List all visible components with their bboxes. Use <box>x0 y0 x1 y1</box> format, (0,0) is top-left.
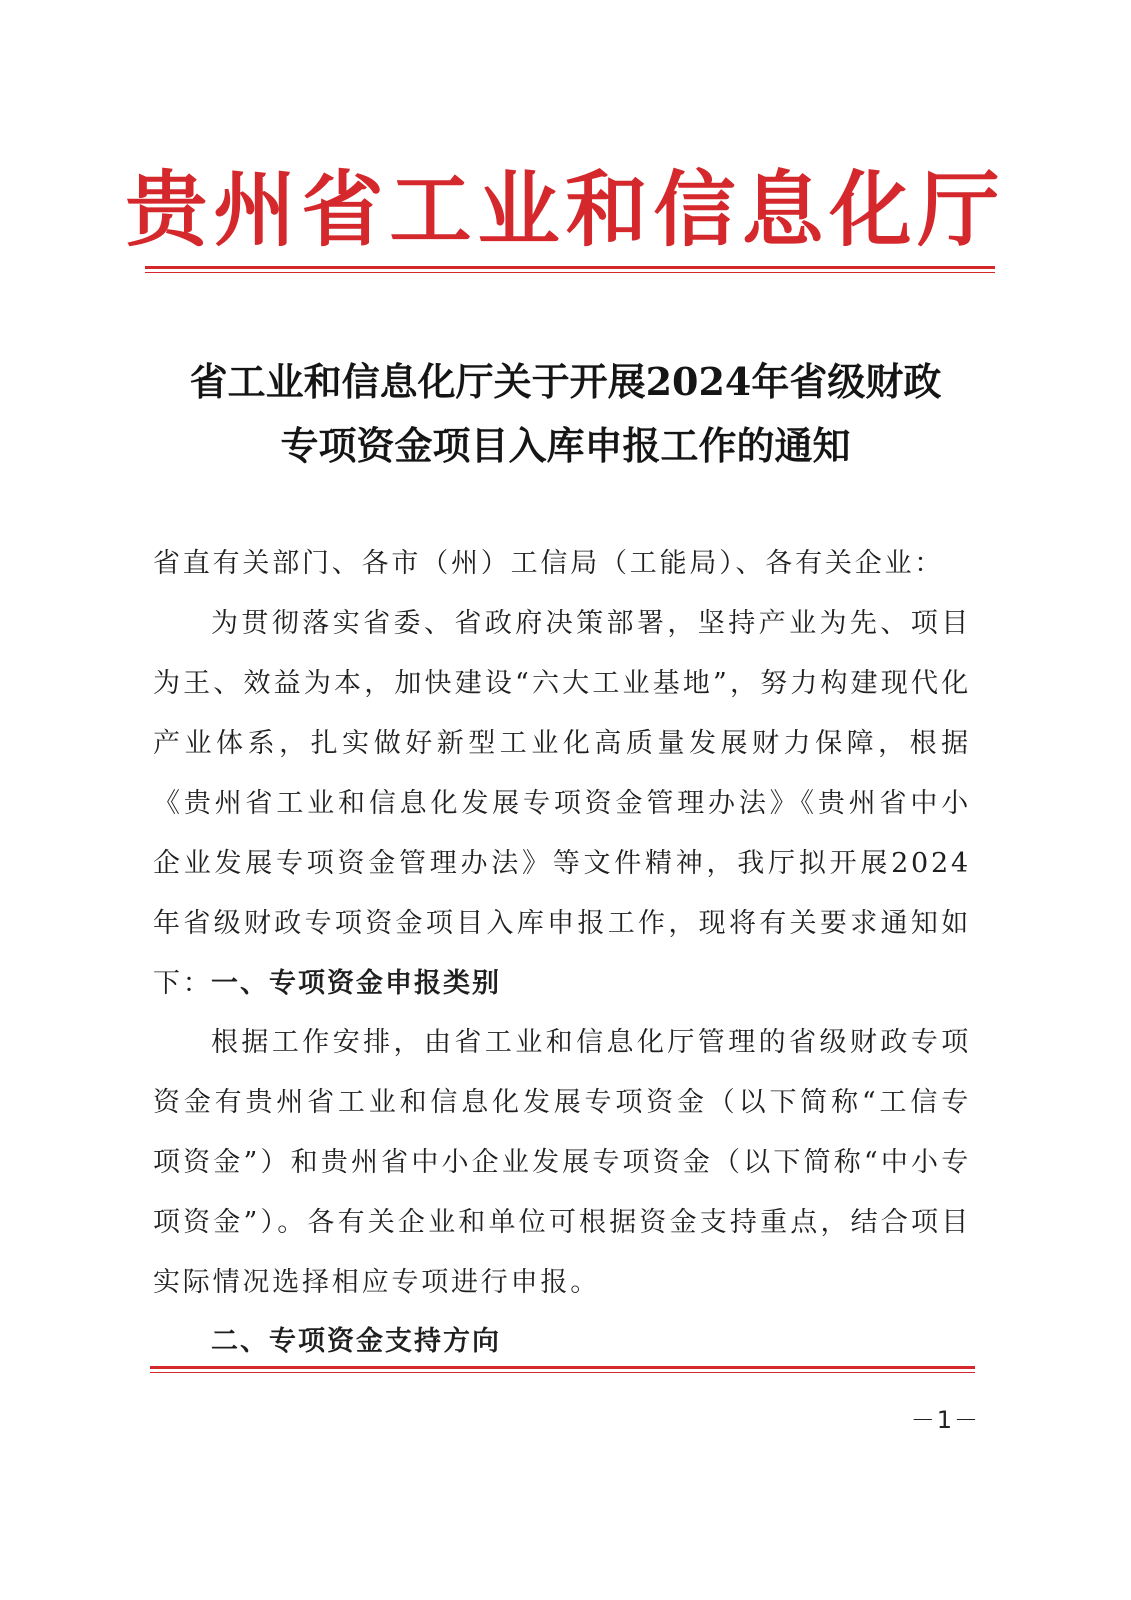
section-heading-2: 二、专项资金支持方向 <box>211 1326 501 1357</box>
red-rule-thin-line <box>145 272 995 273</box>
page-number: －1－ <box>910 1406 980 1434</box>
footer-rule-thin-line <box>150 1372 975 1373</box>
body-paragraph-1: 为贯彻落实省委、省政府决策部署，坚持产业为先、项目为王、效益为本，加快建设“六大工业基地”，努力构建现代化产业体系，扎实做好新型工业化高质量发展财力保障，根据《贵州省工业和信息化发展专项资金管理办法》《贵州省中小企业发展专项资金管理办法》等文件精神，我厅拟开展2024年省级财政专项资金项目入库申报工作，现将有关要求通知如下： <box>153 608 971 999</box>
red-rule-thick-line <box>145 266 995 269</box>
document-title-line-2: 专项资金项目入库申报工作的通知 <box>280 423 851 468</box>
letterhead-org-name: 贵州省工业和信息化厅 <box>125 162 1006 258</box>
footer-red-rule <box>150 1366 975 1373</box>
salutation: 省直有关部门、各市（州）工信局（工能局）、各有关企业： <box>153 548 945 579</box>
footer-rule-thick-line <box>150 1366 975 1369</box>
document-title-line-1: 省工业和信息化厅关于开展2024年省级财政 <box>189 359 942 404</box>
section-heading-1: 一、专项资金申报类别 <box>211 968 501 999</box>
letterhead-red-rule <box>145 266 995 273</box>
body-paragraph-2: 根据工作安排，由省工业和信息化厅管理的省级财政专项资金有贵州省工业和信息化发展专项资金（以下简称“工信专项资金”）和贵州省中小企业发展专项资金（以下简称“中小专项资金”）。各有关企业和单位可根据资金支持重点，结合项目实际情况选择相应专项进行申报。 <box>153 1027 971 1298</box>
document-title <box>0 350 1131 478</box>
